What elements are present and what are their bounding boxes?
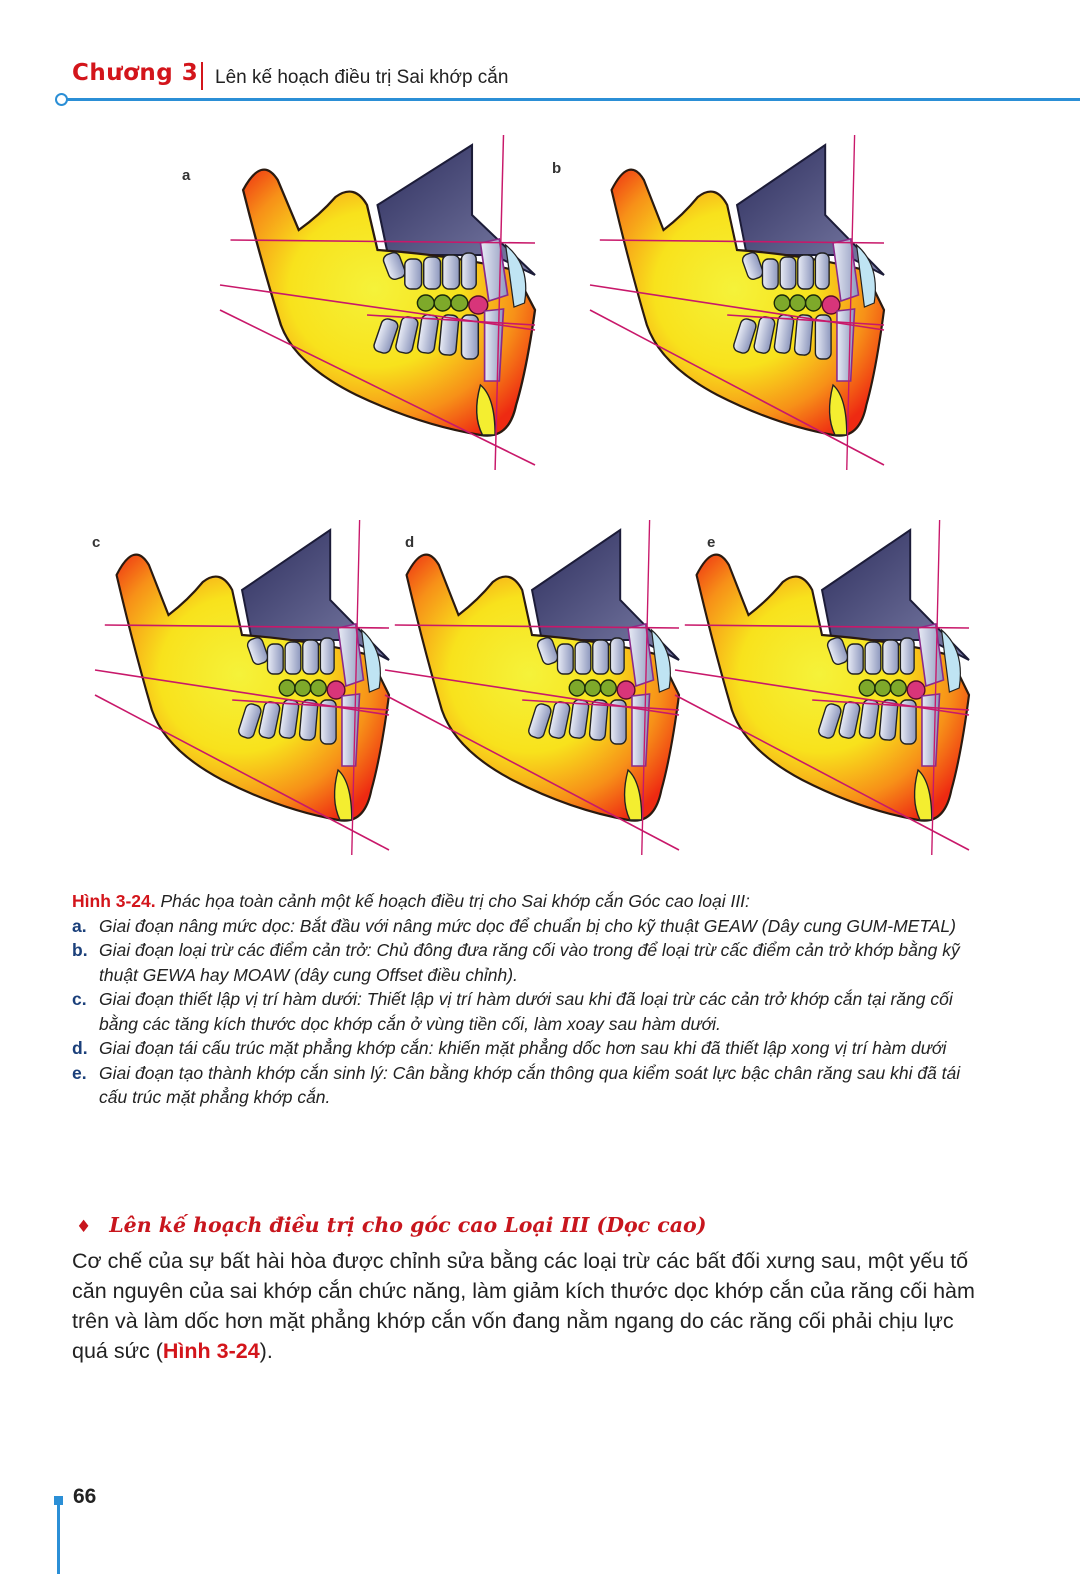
panel-label-b: b xyxy=(552,160,562,177)
chapter-title: Lên kế hoạch điều trị Sai khớp cắn xyxy=(215,67,509,88)
body-text: Cơ chế của sự bất hài hòa được chỉnh sửa bằng các loại trừ các bất đối xưng sau, một yếu tố căn nguyên của sai khớp cắn chức năng, làm giảm kích thước dọc khớp cắn của răng cối hàm trên và làm dốc hơn mặt phẳng khớp cắn vốn đang nằm ngang do các răng cối phải chịu lực quá sức ( xyxy=(72,1249,975,1363)
figure-3-24 xyxy=(70,135,975,880)
caption-item-text: Giai đoạn tái cấu trúc mặt phẳng khớp cắn: khiến mặt phẳng dốc hơn sau khi đã thiết lập xong vị trí hàm dưới xyxy=(99,1038,947,1058)
page-header xyxy=(0,58,1080,108)
caption-item-text: Giai đoạn loại trừ các điểm cản trở: Chủ đông đưa răng cối vào trong để loại trừ cấc điểm cản trở khớp bằng kỹ thuật GEWA hay MOAW (dây cung Offset điều chỉnh). xyxy=(99,940,960,985)
diamond-bullet-icon: ♦ xyxy=(76,1217,92,1237)
caption-item-text: Giai đoạn thiết lập vị trí hàm dưới: Thiết lập vị trí hàm dưới sau khi đã loại trừ các cản trở khớp cắn tại răng cối bằng các tăng kích thước dọc khớp cắn ở vùng tiền cối, làm xoay sau hàm dưới. xyxy=(99,989,953,1034)
caption-label: Hình 3-24. xyxy=(72,891,156,911)
header-dot-icon xyxy=(55,93,68,106)
body-text-end: ). xyxy=(259,1339,273,1363)
panel-e xyxy=(675,520,969,855)
chapter-separator xyxy=(201,62,203,90)
figure-reference: Hình 3-24 xyxy=(162,1339,260,1363)
caption-item-b xyxy=(72,938,977,987)
caption-item-letter: c. xyxy=(72,989,87,1009)
caption-text: Phác họa toàn cảnh một kế hoạch điều trị cho Sai khớp cắn Góc cao loại III: xyxy=(155,891,750,911)
header-rule xyxy=(62,98,1080,101)
panel-label-a: a xyxy=(182,167,191,184)
panel-label-c: c xyxy=(92,534,101,551)
panel-d xyxy=(385,520,679,855)
page-number: 66 xyxy=(73,1485,97,1508)
chapter-label: Chương 3 xyxy=(72,60,199,86)
caption-item-text: Giai đoạn tạo thành khớp cắn sinh lý: Cân bằng khớp cắn thông qua kiểm soát lực bậc chân răng sau khi đã tái cấu trúc mặt phẳng khớp cắn. xyxy=(99,1062,961,1107)
panel-label-e: e xyxy=(707,534,716,551)
caption-item-a xyxy=(72,914,977,939)
caption-item-e xyxy=(72,1061,977,1110)
caption-item-d xyxy=(72,1036,977,1061)
section-heading-text: Lên kế hoạch điều trị cho góc cao Loại III (Dọc cao) xyxy=(109,1213,707,1237)
caption-item-c xyxy=(72,987,977,1036)
panel-c xyxy=(95,520,389,855)
caption-item-letter: d. xyxy=(72,1038,88,1058)
panel-a xyxy=(220,135,535,470)
panel-b xyxy=(590,135,884,470)
caption-item-letter: e. xyxy=(72,1062,87,1083)
caption-title-line xyxy=(72,889,977,914)
body-paragraph xyxy=(72,1246,977,1366)
page-side-bar-cap xyxy=(54,1496,63,1505)
caption-item-letter: b. xyxy=(72,940,88,960)
figure-illustration xyxy=(70,135,975,880)
figure-caption xyxy=(72,889,977,1110)
caption-item-text: Giai đoạn nâng mức dọc: Bắt đầu với nâng mức dọc để chuẩn bị cho kỹ thuật GEAW (Dây cung GUM-METAL) xyxy=(99,915,956,936)
section-heading xyxy=(76,1213,706,1237)
panel-label-d: d xyxy=(405,534,415,551)
page-side-bar xyxy=(57,1496,60,1574)
caption-item-letter: a. xyxy=(72,915,87,936)
